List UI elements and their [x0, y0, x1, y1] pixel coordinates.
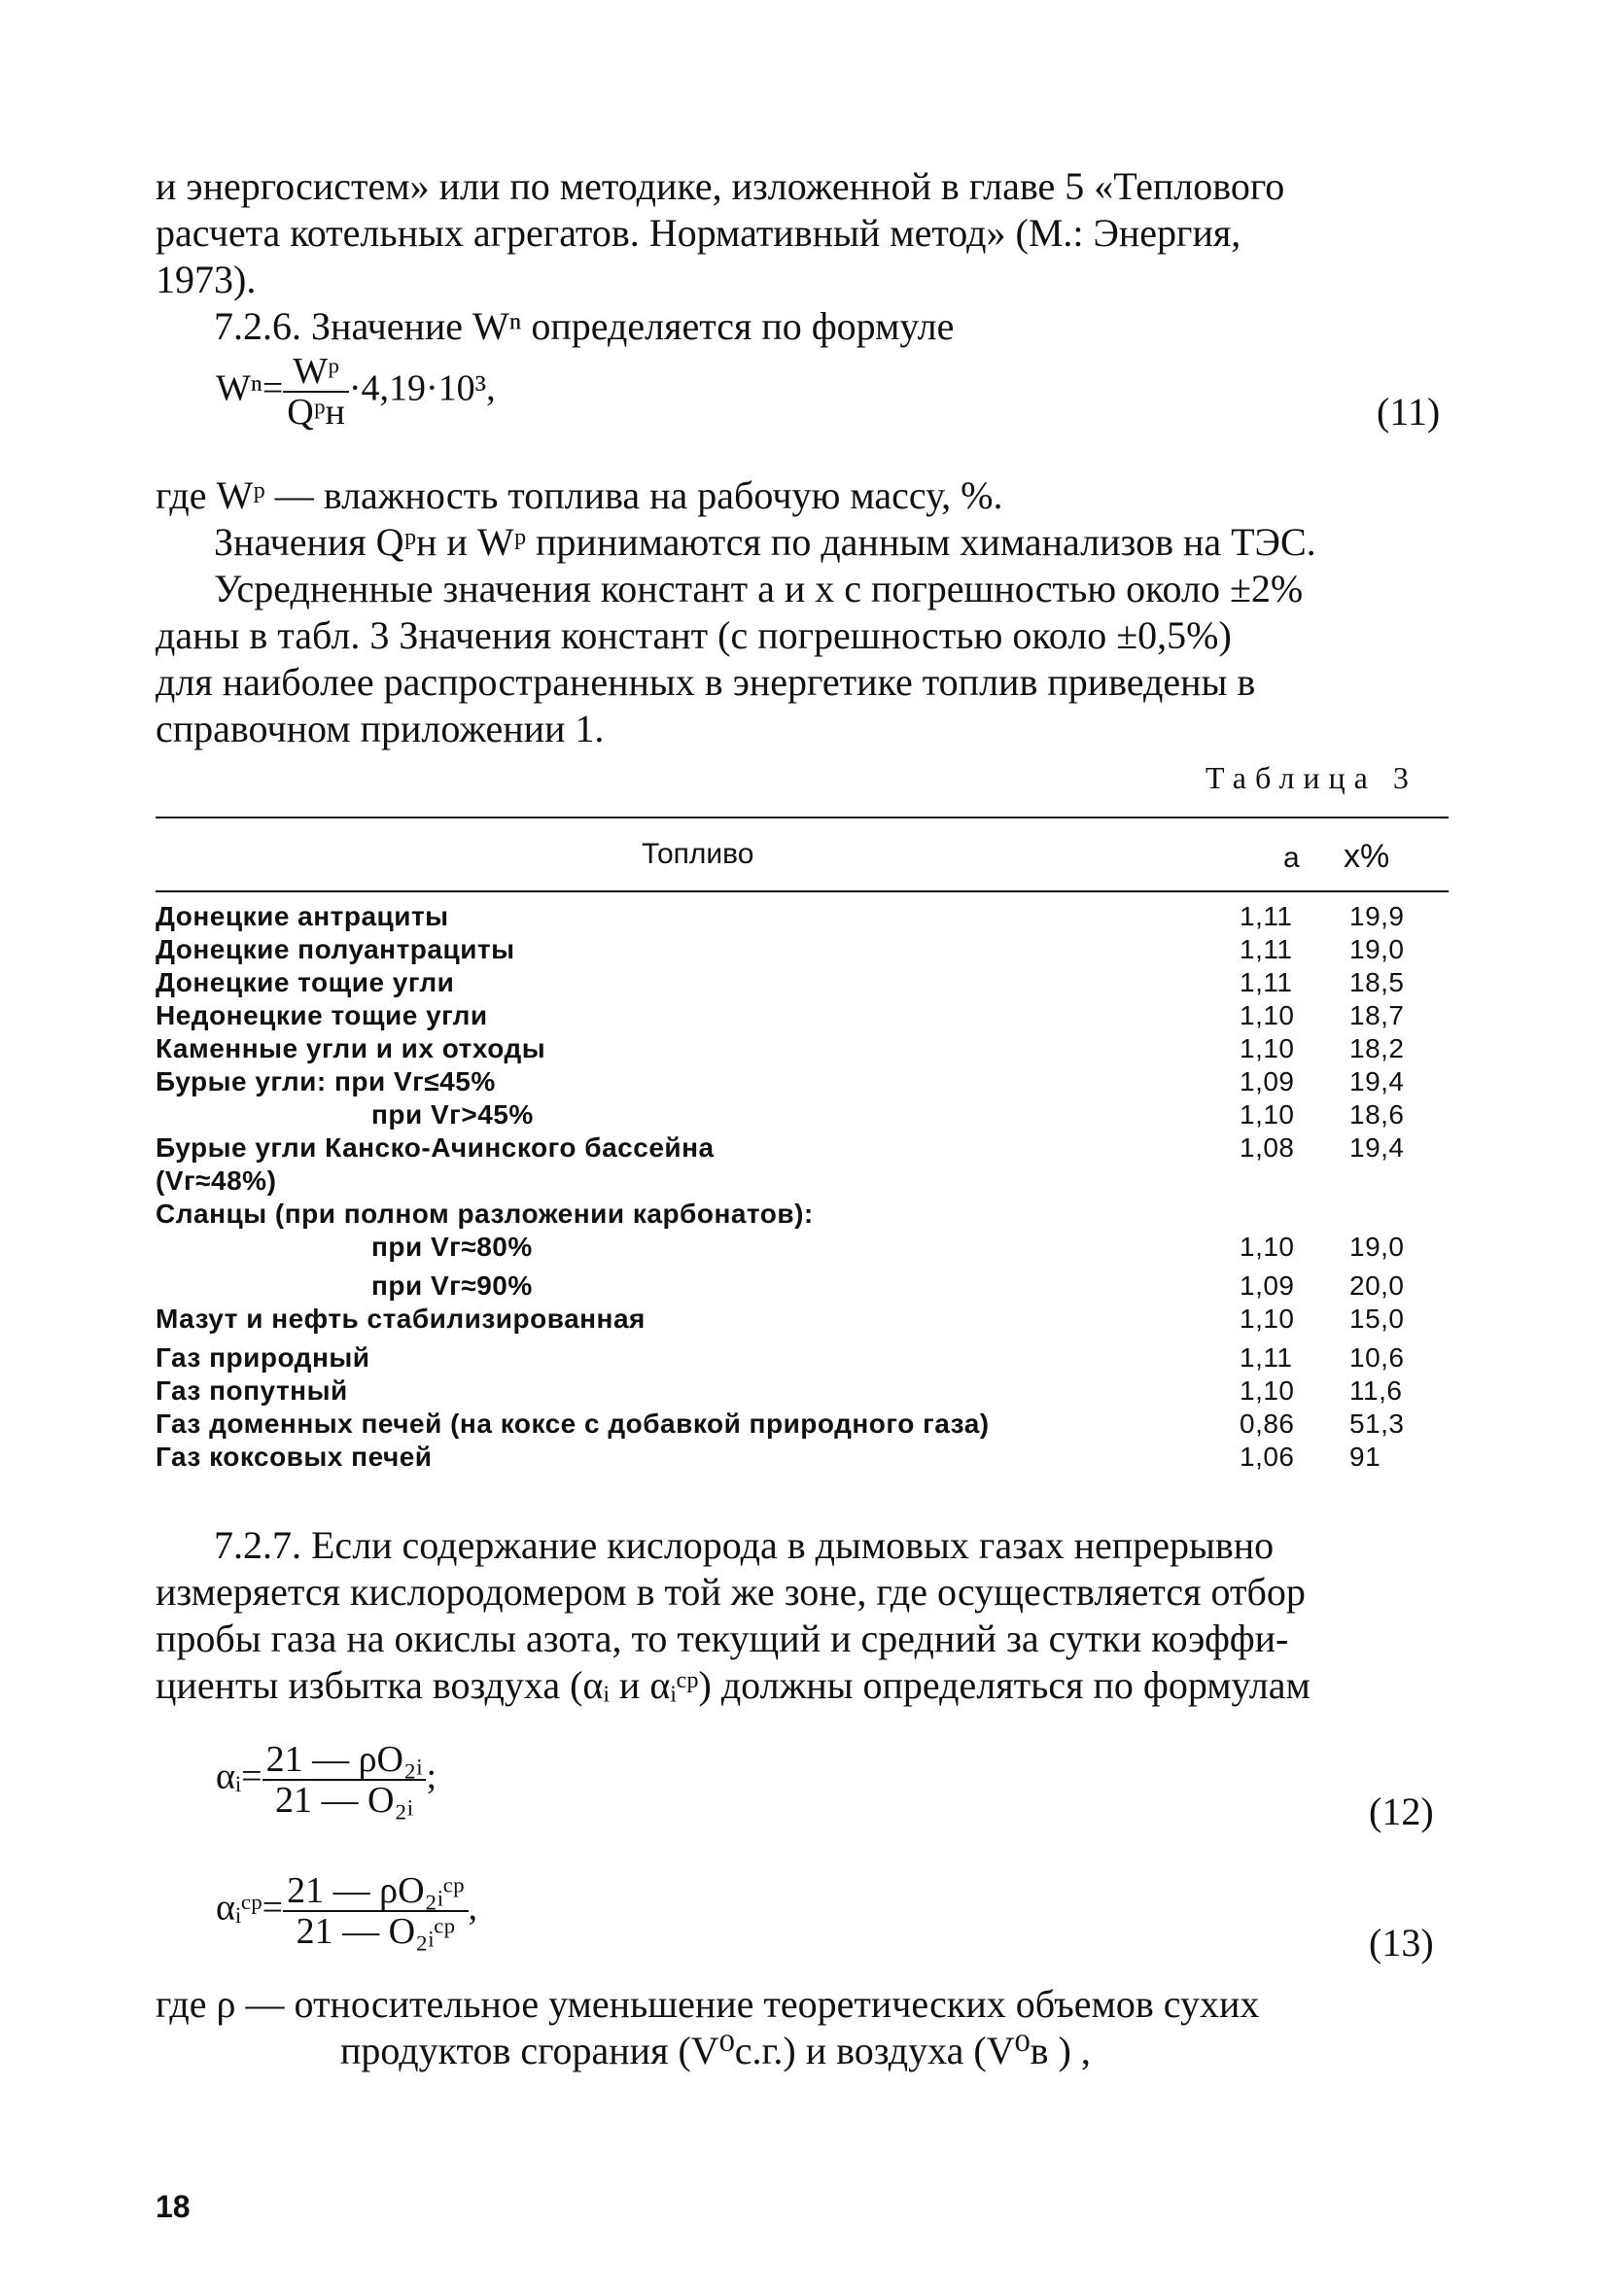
- text-line: где ρ — относительное уменьшение теоретических объемов сухих: [156, 1982, 1260, 2026]
- text-line: циенты избытка воздуха (αᵢ и αᵢᶜᵖ) должны определяться по формулам: [156, 1663, 1311, 1707]
- equation-number: (12): [1369, 1790, 1434, 1833]
- fuel-name: Донецкие тощие угли: [156, 967, 455, 997]
- header-fuel: Топливо: [642, 838, 754, 870]
- fuel-name: Донецкие полуантрациты: [156, 934, 515, 964]
- table-header: [156, 818, 1449, 892]
- fuel-name: при Vг>45%: [371, 1099, 534, 1130]
- formula-fraction: [262, 1740, 427, 1820]
- formula-11: [216, 352, 496, 432]
- page-number: 18: [156, 2189, 191, 2224]
- value-a: 1,11: [1240, 934, 1293, 964]
- table-row: [156, 1165, 1449, 1198]
- value-x: 19,4: [1349, 1132, 1405, 1163]
- value-a: 1,10: [1240, 1304, 1295, 1334]
- text-line: продуктов сгорания (V⁰с.г.) и воздуха (V⁰в ) ,: [340, 2029, 1091, 2072]
- table-row: [156, 1231, 1449, 1270]
- value-a: 1,09: [1240, 1066, 1295, 1096]
- value-x: 18,6: [1349, 1099, 1405, 1130]
- value-x: 15,0: [1349, 1304, 1405, 1334]
- equation-number: (13): [1369, 1921, 1434, 1965]
- fuel-name: при Vг≈80%: [371, 1232, 533, 1262]
- table-row: [156, 1065, 1449, 1098]
- value-a: 1,11: [1240, 967, 1293, 997]
- value-x: 19,0: [1349, 1232, 1405, 1262]
- after-formula-paragraph: [156, 472, 1449, 752]
- formula-denominator: 21 — O₂ᵢ: [275, 1780, 413, 1821]
- header-x: х%: [1344, 838, 1390, 875]
- text-line: справочном приложении 1.: [156, 707, 605, 750]
- formula-numerator: Wᵖ: [283, 352, 349, 393]
- table-row: [156, 900, 1449, 933]
- fuel-name: Газ доменных печей (на коксе с добавкой природного газа): [156, 1409, 990, 1439]
- constants-table: [156, 817, 1449, 1474]
- table-row: [156, 1341, 1449, 1374]
- text-line: и энергосистем» или по методике, изложенной в главе 5 «Теплового: [156, 164, 1285, 208]
- value-a: 0,86: [1240, 1409, 1295, 1439]
- value-a: 1,11: [1240, 901, 1293, 931]
- table-row: [156, 1303, 1449, 1341]
- table-row: [156, 1098, 1449, 1131]
- text-line: 7.2.6. Значение Wⁿ определяется по формуле: [214, 304, 955, 348]
- fuel-name: Бурые угли: при Vг≤45%: [156, 1066, 496, 1096]
- formula-12: [216, 1740, 437, 1820]
- table-row: [156, 999, 1449, 1032]
- table-row: [156, 966, 1449, 999]
- value-a: 1,11: [1240, 1342, 1293, 1373]
- text-line: 7.2.7. Если содержание кислорода в дымовых газах непрерывно: [214, 1523, 1275, 1567]
- formula-tail: ,: [468, 1887, 478, 1929]
- value-x: 19,0: [1349, 934, 1405, 964]
- text-line: измеряется кислородомером в той же зоне, где осуществляется отбор: [156, 1570, 1306, 1614]
- formula-tail: ;: [426, 1756, 437, 1797]
- header-a: а: [1283, 842, 1300, 874]
- value-a: 1,10: [1240, 1033, 1295, 1063]
- formula-lhs: Wⁿ=: [216, 367, 284, 409]
- table-row: [156, 1198, 1449, 1231]
- fuel-name: Мазут и нефть стабилизированная: [156, 1304, 646, 1334]
- text-line: пробы газа на окислы азота, то текущий и средний за сутки коэффи-: [156, 1617, 1289, 1660]
- fuel-name: Газ коксовых печей: [156, 1442, 433, 1472]
- table-row: [156, 1270, 1449, 1303]
- formula-numerator: 21 — ρO₂ᵢ: [262, 1740, 427, 1781]
- value-a: 1,08: [1240, 1132, 1295, 1163]
- intro-paragraph: [156, 163, 1449, 350]
- fuel-name: Каменные угли и их отходы: [156, 1033, 546, 1063]
- fuel-name: при Vг≈90%: [371, 1270, 533, 1301]
- table-row: [156, 933, 1449, 966]
- text-line: даны в табл. 3 Значения констант (с погрешностью около ±0,5%): [156, 613, 1232, 657]
- formula-denominator: Qᵖн: [287, 392, 345, 433]
- value-a: 1,10: [1240, 1099, 1295, 1130]
- value-a: 1,06: [1240, 1442, 1295, 1472]
- value-x: 19,4: [1349, 1066, 1405, 1096]
- text-line: Значения Qᵖн и Wᵖ принимаются по данным химанализов на ТЭС.: [214, 520, 1316, 564]
- table-caption: Таблица 3: [1206, 760, 1417, 795]
- formula-numerator: 21 — ρO₂ᵢᶜᵖ: [283, 1871, 468, 1912]
- value-x: 18,2: [1349, 1033, 1405, 1063]
- value-a: 1,09: [1240, 1270, 1295, 1301]
- after-formula-13: [156, 1981, 1449, 2074]
- value-x: 10,6: [1349, 1342, 1405, 1373]
- text-line: Усредненные значения констант а и х с погрешностью около ±2%: [214, 567, 1304, 610]
- text-line: где Wᵖ — влажность топлива на рабочую массу, %.: [156, 473, 1003, 517]
- table-row: [156, 1032, 1449, 1065]
- value-x: 91: [1349, 1442, 1381, 1472]
- table-row: [156, 1374, 1449, 1408]
- value-a: 1,10: [1240, 1000, 1295, 1030]
- value-x: 18,7: [1349, 1000, 1405, 1030]
- formula-fraction: [283, 1871, 468, 1951]
- formula-fraction: [283, 352, 349, 432]
- formula-lhs: αᵢ=: [216, 1756, 262, 1797]
- formula-13: [216, 1871, 477, 1951]
- fuel-name: Недонецкие тощие угли: [156, 1000, 488, 1030]
- table-row: [156, 1131, 1449, 1165]
- text-line: 1973).: [156, 258, 257, 301]
- value-x: 20,0: [1349, 1270, 1405, 1301]
- value-x: 18,5: [1349, 967, 1405, 997]
- fuel-name: Сланцы (при полном разложении карбонатов):: [156, 1199, 814, 1229]
- fuel-name: (Vг≈48%): [156, 1165, 277, 1196]
- value-a: 1,10: [1240, 1232, 1295, 1262]
- table-body: [156, 892, 1449, 1474]
- text-line: для наиболее распространенных в энергетике топлив приведены в: [156, 660, 1256, 704]
- fuel-name: Донецкие антрациты: [156, 901, 449, 931]
- formula-denominator: 21 — O₂ᵢᶜᵖ: [296, 1911, 456, 1952]
- formula-lhs: αᵢᶜᵖ=: [216, 1887, 284, 1929]
- equation-number: (11): [1377, 390, 1441, 434]
- fuel-name: Газ природный: [156, 1342, 370, 1373]
- fuel-name: Газ попутный: [156, 1375, 348, 1406]
- value-a: 1,10: [1240, 1375, 1295, 1406]
- table-row: [156, 1408, 1449, 1441]
- table-row: [156, 1441, 1449, 1474]
- fuel-name: Бурые угли Канско-Ачинского бассейна: [156, 1132, 715, 1163]
- text-line: расчета котельных агрегатов. Нормативный метод» (М.: Энергия,: [156, 211, 1241, 255]
- formula-rhs: ·4,19·10³,: [348, 367, 496, 409]
- value-x: 11,6: [1349, 1375, 1403, 1406]
- section-7-2-7: [156, 1522, 1449, 1709]
- value-x: 19,9: [1349, 901, 1405, 931]
- value-x: 51,3: [1349, 1409, 1405, 1439]
